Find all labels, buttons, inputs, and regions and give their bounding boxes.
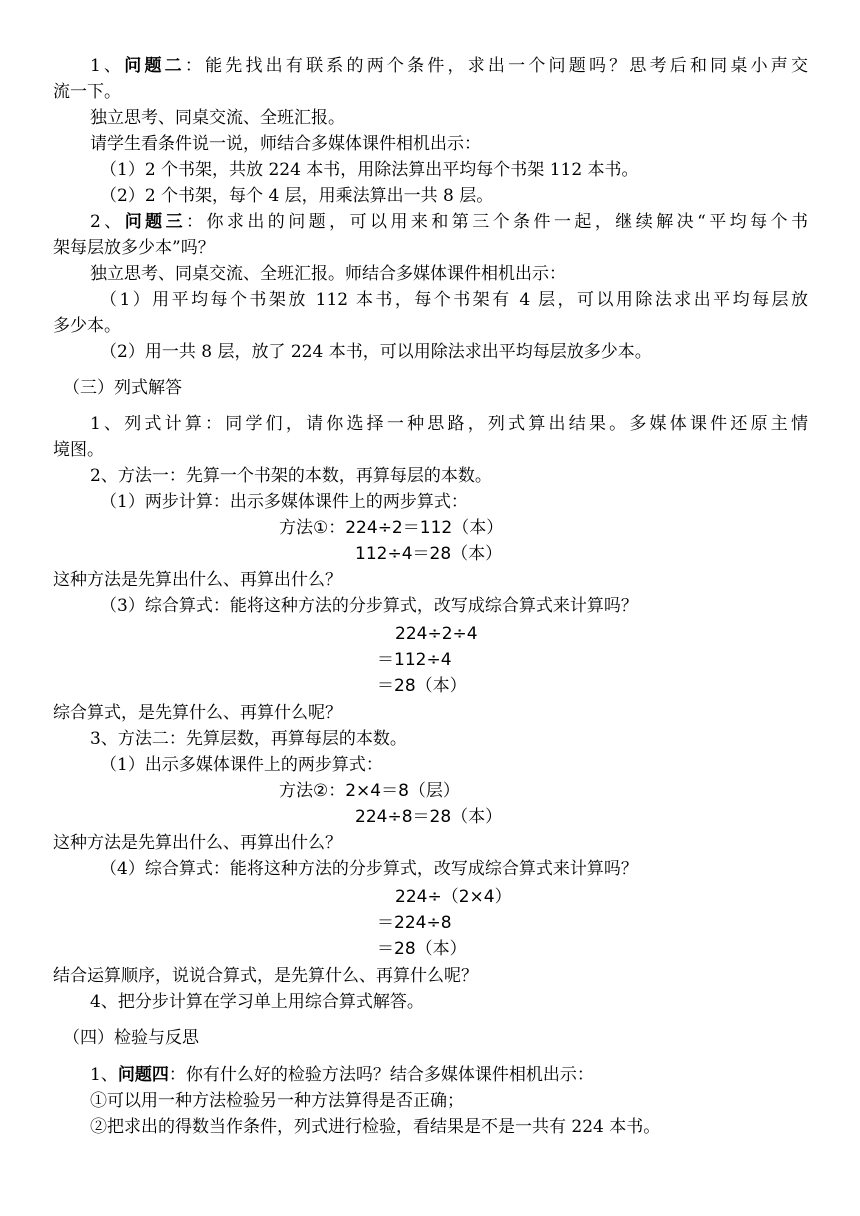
paragraph-line: 独立思考、同桌交流、全班汇报。 (90, 108, 345, 128)
equation-line: ＝112÷4 (377, 650, 452, 670)
paragraph-line: 4、把分步计算在学习单上用综合算式解答。 (90, 992, 424, 1012)
question-label: 问题四 (117, 1065, 169, 1085)
paragraph-line: （3）综合算式：能将这种方法的分步算式，改写成综合算式来计算吗？ (100, 596, 638, 616)
paragraph-line: 流一下。 (53, 82, 121, 102)
paragraph-line: ①可以用一种方法检验另一种方法算得是否正确； (90, 1091, 464, 1111)
equation-line: 224÷8＝28（本） (355, 807, 503, 827)
paragraph-line (90, 53, 808, 79)
paragraph-line: 综合算式，是先算什么、再算什么呢？ (53, 703, 342, 723)
paragraph-line: 境图。 (53, 440, 104, 460)
equation-line: ＝28（本） (377, 939, 467, 959)
item-number: 1、 (90, 56, 125, 76)
equation-line: 112÷4＝28（本） (355, 544, 503, 564)
paragraph-line: （1）2 个书架，共放 224 本书，用除法算出平均每个书架 112 本书。 (100, 160, 639, 180)
equation-line: 方法①：224÷2＝112（本） (279, 518, 504, 538)
paragraph-line: （4）综合算式：能将这种方法的分步算式，改写成综合算式来计算吗？ (100, 859, 638, 879)
question-label: 问题二 (124, 56, 185, 76)
paragraph-text: ：你求出的问题，可以用来和第三个条件一起，继续解决“平均每个书 (186, 212, 808, 232)
paragraph-line: （1）两步计算：出示多媒体课件上的两步算式： (100, 492, 468, 512)
paragraph-line: （2）2 个书架，每个 4 层，用乘法算出一共 8 层。 (100, 186, 494, 206)
paragraph-line: ②把求出的得数当作条件，列式进行检验，看结果是不是一共有 224 本书。 (90, 1117, 661, 1137)
equation-line: ＝28（本） (377, 676, 467, 696)
paragraph-text: ：能先找出有联系的两个条件，求出一个问题吗？思考后和同桌小声交 (184, 56, 809, 76)
equation-line: 224÷（2×4） (395, 887, 512, 907)
paragraph-line: 请学生看条件说一说，师结合多媒体课件相机出示： (90, 134, 481, 154)
paragraph-line: 独立思考、同桌交流、全班汇报。师结合多媒体课件相机出示： (90, 264, 566, 284)
item-number: 2、 (90, 212, 125, 232)
paragraph-line: 3、方法二：先算层数，再算每层的本数。 (90, 729, 407, 749)
section-heading: （三）列式解答 (63, 378, 182, 398)
paragraph-line: （1）出示多媒体课件上的两步算式： (100, 755, 383, 775)
paragraph-line (90, 1062, 594, 1088)
question-label: 问题三 (124, 212, 187, 232)
item-number: 1、 (90, 1065, 118, 1085)
paragraph-line: （1）用平均每个书架放 112 本书，每个书架有 4 层，可以用除法求出平均每层放 (100, 290, 808, 310)
paragraph-line: 2、方法一：先算一个书架的本数，再算每层的本数。 (90, 466, 492, 486)
paragraph-text: ：你有什么好的检验方法吗？结合多媒体课件相机出示： (168, 1065, 594, 1085)
equation-line: 224÷2÷4 (395, 624, 478, 644)
paragraph-line (90, 209, 808, 235)
section-heading: （四）检验与反思 (63, 1028, 199, 1048)
paragraph-line: 这种方法是先算出什么、再算出什么？ (53, 833, 342, 853)
equation-line: ＝224÷8 (377, 913, 452, 933)
paragraph-line: 这种方法是先算出什么、再算出什么？ (53, 570, 342, 590)
paragraph-line: 多少本。 (53, 316, 121, 336)
equation-line: 方法②：2×4＝8（层） (279, 781, 460, 801)
paragraph-line: 结合运算顺序，说说合算式，是先算什么、再算什么呢？ (53, 966, 478, 986)
paragraph-line: （2）用一共 8 层，放了 224 本书，可以用除法求出平均每层放多少本。 (100, 342, 652, 362)
paragraph-line: 架每层放多少本”吗？ (53, 238, 215, 258)
paragraph-line: 1、列式计算：同学们，请你选择一种思路，列式算出结果。多媒体课件还原主情 (90, 414, 808, 434)
